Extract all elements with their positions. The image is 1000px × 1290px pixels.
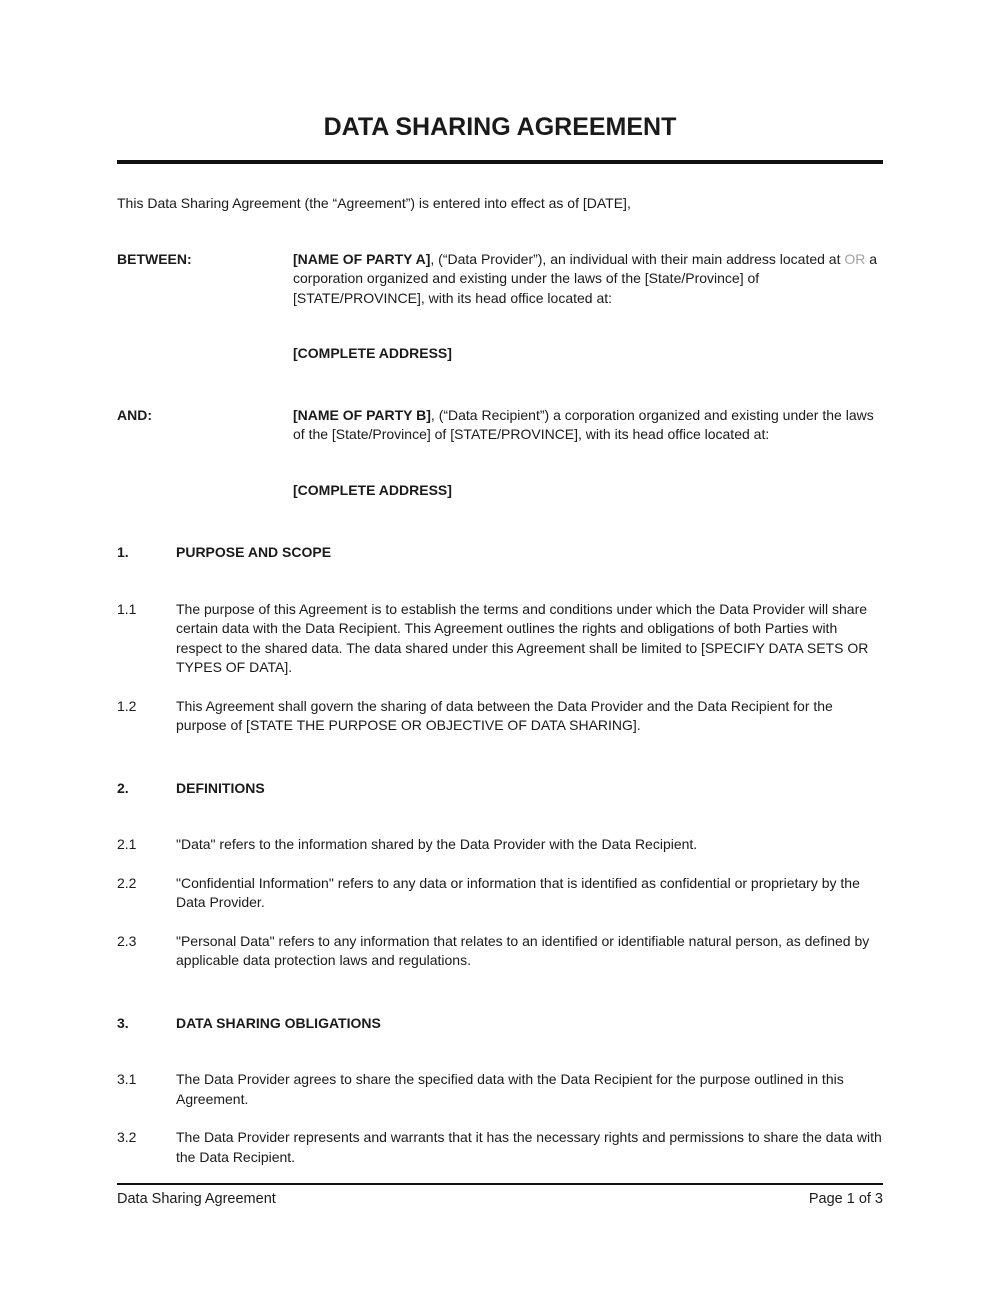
clause-1-2-number: 1.2 [117, 697, 137, 714]
section-3-clauses [117, 1070, 883, 1167]
section-1-number: 1. [117, 544, 129, 560]
party-block-a [117, 250, 883, 309]
section-2-clauses [117, 835, 883, 971]
clause-3-1-text: The Data Provider agrees to share the specified data with the Data Recipient for the purpose outlined in this Agreement. [176, 1071, 844, 1107]
address-spacer [117, 481, 293, 501]
party-a-label: BETWEEN: [117, 250, 192, 267]
party-a-desc-pre: , (“Data Provider”), an individual with their main address located at [430, 250, 845, 267]
clause-3-1 [117, 1070, 883, 1109]
party-b-address: [COMPLETE ADDRESS] [293, 481, 452, 498]
clause-1-2-text: This Agreement shall govern the sharing of data between the Data Provider and the Data Recipient for the purpose of [STATE THE PURPOSE OR OBJECTIVE OF DATA SHARING]. [176, 697, 833, 733]
clause-3-2-text: The Data Provider represents and warrants that it has the necessary rights and permissions to share the data with the Data Recipient. [176, 1129, 882, 1165]
clause-3-2-number: 3.2 [117, 1129, 137, 1145]
clause-2-1-text: "Data" refers to the information shared by the Data Provider with the Data Recipient. [176, 836, 698, 852]
party-b-address-row [117, 481, 883, 501]
section-heading-3 [117, 1014, 883, 1034]
party-a-name: [NAME OF PARTY A] [293, 250, 431, 267]
clause-2-2-number: 2.2 [117, 874, 137, 891]
clause-1-1 [117, 600, 883, 678]
section-1-clauses [117, 600, 883, 736]
address-spacer [117, 344, 293, 364]
section-heading-2 [117, 779, 883, 799]
clause-2-3 [117, 932, 883, 971]
clause-3-2 [117, 1128, 883, 1167]
clause-1-1-number: 1.1 [117, 600, 137, 617]
party-b-description [293, 406, 883, 445]
section-3-title: DATA SHARING OBLIGATIONS [176, 1014, 381, 1031]
section-2-number: 2. [117, 779, 129, 796]
party-b-name: [NAME OF PARTY B] [293, 406, 431, 423]
party-a-desc-post: a corporation organized and existing under the laws of the [State/Province] of [STATE/PROVINCE], with its head office located at: [293, 250, 878, 306]
party-a-description [293, 250, 883, 309]
clause-1-1-text: The purpose of this Agreement is to establish the terms and conditions under which the Data Provider will share certain data with the Data Recipient. This Agreement outlines the rights and obligations of both Parties with respect to the shared data. The data shared under this Agreement shall be limited to [SPECIFY DATA SETS OR TYPES OF DATA]. [176, 600, 869, 675]
intro-paragraph: This Data Sharing Agreement (the “Agreement”) is entered into effect as of [DATE], [117, 195, 631, 211]
clause-2-3-text: "Personal Data" refers to any information that relates to an identified or identifiable natural person, as defined by applicable data protection laws and regulations. [176, 932, 870, 968]
section-2-title: DEFINITIONS [176, 779, 265, 796]
clause-1-2 [117, 697, 883, 736]
party-b-label: AND: [117, 406, 152, 423]
page-title: DATA SHARING AGREEMENT [323, 113, 677, 141]
clause-2-2-text: "Confidential Information" refers to any data or information that is identified as confidential or proprietary by the Data Provider. [176, 874, 860, 910]
title-rule [117, 160, 883, 164]
clause-2-1-number: 2.1 [117, 836, 137, 852]
party-block-b [117, 406, 883, 445]
section-1-title: PURPOSE AND SCOPE [176, 544, 332, 560]
footer-document-title: Data Sharing Agreement [117, 1191, 276, 1207]
footer-page-number: Page 1 of 3 [808, 1191, 883, 1207]
page-footer [117, 1183, 883, 1209]
party-a-address-row [117, 344, 883, 364]
section-3-number: 3. [117, 1014, 129, 1031]
party-b-desc-pre: , (“Data Recipient”) a corporation organized and existing under the laws of the [State/Province] of [STATE/PROVINCE], with its head office located at: [293, 406, 874, 442]
clause-2-2 [117, 874, 883, 913]
clause-3-1-number: 3.1 [117, 1071, 137, 1087]
clause-2-1 [117, 835, 883, 855]
clause-2-3-number: 2.3 [117, 932, 137, 949]
section-heading-1 [117, 543, 883, 563]
party-a-or: OR [844, 250, 866, 267]
party-a-address: [COMPLETE ADDRESS] [293, 345, 452, 361]
